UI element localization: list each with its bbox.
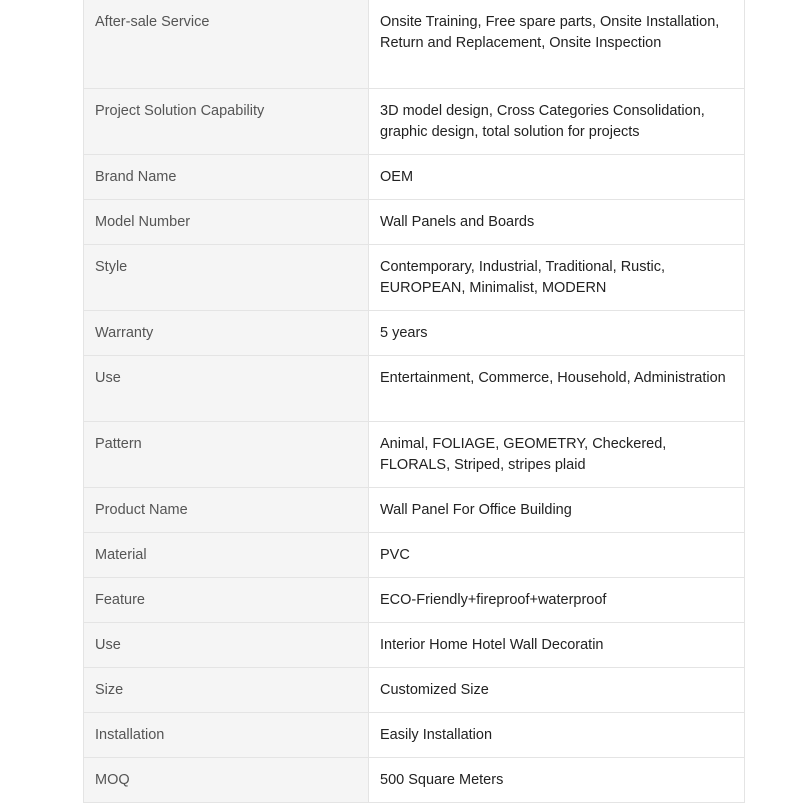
spec-value: Wall Panels and Boards (369, 200, 745, 245)
spec-value: 3D model design, Cross Categories Consolidation, graphic design, total solution for projects (369, 89, 745, 155)
table-row (84, 578, 745, 623)
spec-key: Size (84, 668, 369, 713)
spec-key: Feature (84, 578, 369, 623)
spec-key: Pattern (84, 422, 369, 488)
spec-key: Installation (84, 713, 369, 758)
spec-value: Interior Home Hotel Wall Decoratin (369, 623, 745, 668)
spec-key: Project Solution Capability (84, 89, 369, 155)
table-row (84, 311, 745, 356)
table-row (84, 89, 745, 155)
table-row (84, 356, 745, 422)
table-row (84, 422, 745, 488)
spec-key: Style (84, 245, 369, 311)
table-row (84, 668, 745, 713)
spec-value: Onsite Training, Free spare parts, Onsite Installation, Return and Replacement, Onsite Inspection (369, 0, 745, 89)
spec-key: MOQ (84, 758, 369, 803)
spec-key: Warranty (84, 311, 369, 356)
spec-value: Easily Installation (369, 713, 745, 758)
spec-value: Entertainment, Commerce, Household, Administration (369, 356, 745, 422)
table-row (84, 0, 745, 89)
spec-value: PVC (369, 533, 745, 578)
spec-key: Use (84, 356, 369, 422)
table-row (84, 245, 745, 311)
spec-key: Use (84, 623, 369, 668)
table-row (84, 623, 745, 668)
spec-key: After-sale Service (84, 0, 369, 89)
table-row (84, 713, 745, 758)
table-row (84, 488, 745, 533)
spec-key: Model Number (84, 200, 369, 245)
spec-key: Material (84, 533, 369, 578)
table-row (84, 533, 745, 578)
table-row (84, 758, 745, 803)
spec-value: ECO-Friendly+fireproof+waterproof (369, 578, 745, 623)
spec-value: Animal, FOLIAGE, GEOMETRY, Checkered, FLORALS, Striped, stripes plaid (369, 422, 745, 488)
spec-value: Customized Size (369, 668, 745, 713)
spec-key: Product Name (84, 488, 369, 533)
spec-value: 500 Square Meters (369, 758, 745, 803)
product-spec-table (83, 0, 745, 803)
spec-value: 5 years (369, 311, 745, 356)
table-row (84, 200, 745, 245)
spec-value: OEM (369, 155, 745, 200)
spec-value: Wall Panel For Office Building (369, 488, 745, 533)
spec-key: Brand Name (84, 155, 369, 200)
table-row (84, 155, 745, 200)
spec-value: Contemporary, Industrial, Traditional, Rustic, EUROPEAN, Minimalist, MODERN (369, 245, 745, 311)
